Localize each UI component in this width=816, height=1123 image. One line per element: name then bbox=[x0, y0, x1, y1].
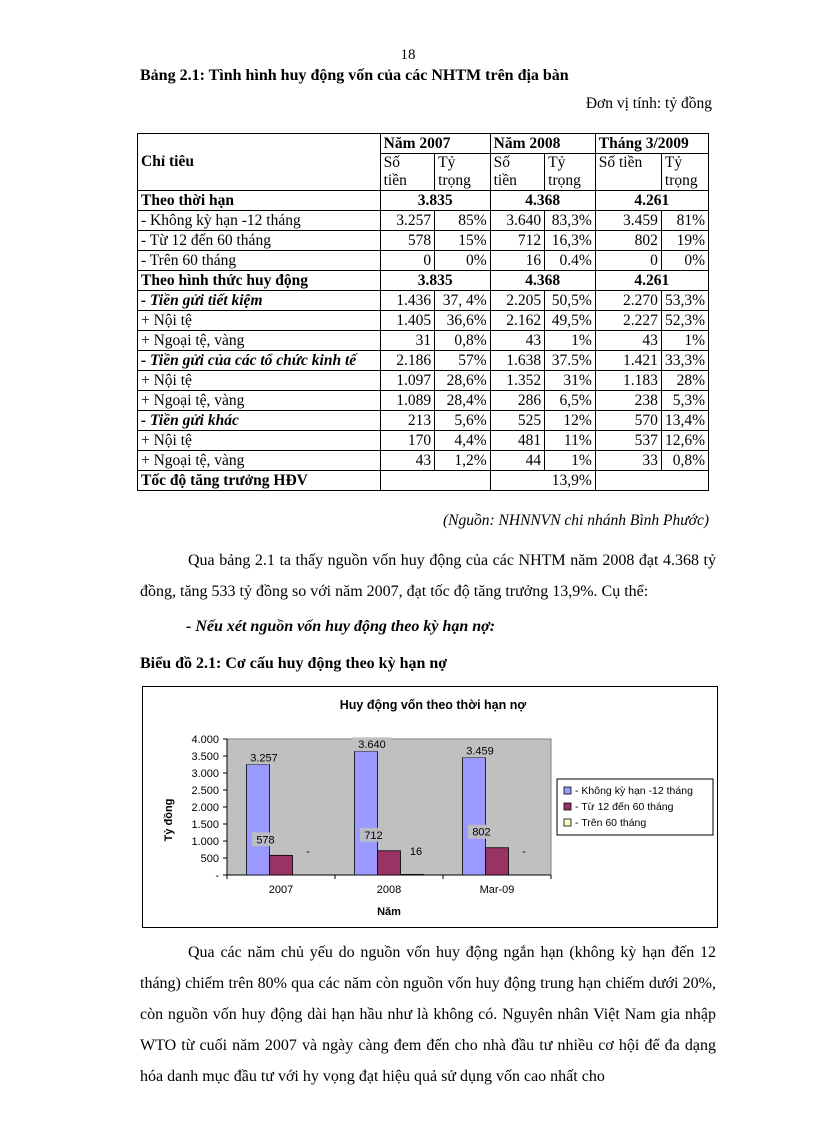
cell-value: 16,3% bbox=[545, 231, 596, 251]
cell-value: 5,6% bbox=[435, 411, 490, 431]
cell-value: 31 bbox=[380, 331, 435, 351]
row-label: + Ngoại tệ, vàng bbox=[138, 331, 381, 351]
table-row bbox=[138, 311, 709, 331]
data-label: 3.640 bbox=[358, 739, 386, 752]
table-row bbox=[138, 431, 709, 451]
cell-value: 85% bbox=[435, 211, 490, 231]
data-label: 712 bbox=[364, 829, 383, 842]
data-label: - bbox=[522, 846, 526, 858]
bar bbox=[270, 855, 293, 875]
cell-empty bbox=[595, 471, 708, 491]
cell-value: 170 bbox=[380, 431, 435, 451]
cell-value: 3.257 bbox=[380, 211, 435, 231]
legend-swatch bbox=[564, 819, 571, 826]
y-tick-label: - bbox=[215, 870, 219, 882]
bar-chart bbox=[143, 687, 717, 927]
cell-value: 1% bbox=[545, 331, 596, 351]
cell-value: 37.5% bbox=[545, 351, 596, 371]
cell-value: 4,4% bbox=[435, 431, 490, 451]
y-tick-label: 500 bbox=[200, 853, 219, 865]
y-tick-label: 2.000 bbox=[191, 802, 219, 814]
cell-value: 0,8% bbox=[661, 451, 708, 471]
header-indicator: Chỉ tiêu bbox=[138, 134, 381, 191]
cell-value: 1,2% bbox=[435, 451, 490, 471]
y-tick-label: 3.000 bbox=[191, 768, 219, 780]
bar bbox=[486, 848, 509, 875]
legend-swatch bbox=[564, 803, 571, 810]
cell-value: 537 bbox=[595, 431, 661, 451]
bar bbox=[463, 757, 486, 875]
legend-label: - Từ 12 đến 60 tháng bbox=[575, 801, 674, 813]
subheader-amount: Số tiền bbox=[380, 154, 435, 191]
table-row bbox=[138, 411, 709, 431]
bar bbox=[355, 751, 378, 875]
cell-value: 44 bbox=[490, 451, 545, 471]
legend-label: - Trên 60 tháng bbox=[575, 817, 647, 829]
table-row bbox=[138, 331, 709, 351]
cell-value: 43 bbox=[595, 331, 661, 351]
cell-value: 28,6% bbox=[435, 371, 490, 391]
table-row bbox=[138, 211, 709, 231]
cell-value: 19% bbox=[661, 231, 708, 251]
cell-total: 4.368 bbox=[490, 191, 595, 211]
cell-total: 4.261 bbox=[595, 271, 708, 291]
cell-value: 1.352 bbox=[490, 371, 545, 391]
section-heading: - Nếu xét nguồn vốn huy động theo kỳ hạn nợ: bbox=[186, 618, 496, 635]
cell-value: 28% bbox=[661, 371, 708, 391]
cell-value: 0.4% bbox=[545, 251, 596, 271]
table-row bbox=[138, 271, 709, 291]
cell-value: 50,5% bbox=[545, 291, 596, 311]
cell-value: 3.459 bbox=[595, 211, 661, 231]
row-label: Theo hình thức huy động bbox=[138, 271, 381, 291]
cell-value: 33,3% bbox=[661, 351, 708, 371]
subheader-share: Tỷ trọng bbox=[545, 154, 596, 191]
table-title: Bảng 2.1: Tình hình huy động vốn của các NHTM trên địa bàn bbox=[140, 67, 569, 84]
cell-value: 15% bbox=[435, 231, 490, 251]
cell-value: 1% bbox=[545, 451, 596, 471]
cell-value: 83,3% bbox=[545, 211, 596, 231]
cell-value: 81% bbox=[661, 211, 708, 231]
row-label: + Nội tệ bbox=[138, 431, 381, 451]
cell-value: 0% bbox=[435, 251, 490, 271]
cell-value: 802 bbox=[595, 231, 661, 251]
cell-value: 2.186 bbox=[380, 351, 435, 371]
cell-value: 238 bbox=[595, 391, 661, 411]
bar bbox=[378, 851, 401, 875]
cell-value: 6,5% bbox=[545, 391, 596, 411]
cell-growth: 13,9% bbox=[490, 471, 595, 491]
cell-value: 0 bbox=[595, 251, 661, 271]
legend-label: - Không kỳ hạn -12 tháng bbox=[575, 785, 693, 797]
row-label: - Tiền gửi tiết kiệm bbox=[138, 291, 381, 311]
legend-swatch bbox=[564, 787, 571, 794]
cell-value: 5,3% bbox=[661, 391, 708, 411]
cell-value: 2.162 bbox=[490, 311, 545, 331]
cell-value: 578 bbox=[380, 231, 435, 251]
table-row bbox=[138, 291, 709, 311]
cell-value: 0 bbox=[380, 251, 435, 271]
mobilization-table bbox=[137, 133, 709, 491]
data-label: 3.459 bbox=[466, 745, 494, 758]
row-label: - Từ 12 đến 60 tháng bbox=[138, 231, 381, 251]
header-year-2007: Năm 2007 bbox=[380, 134, 490, 154]
table-row bbox=[138, 251, 709, 271]
cell-value: 2.270 bbox=[595, 291, 661, 311]
table-row bbox=[138, 451, 709, 471]
cell-value: 12% bbox=[545, 411, 596, 431]
subheader-share: Tỷ trọng bbox=[435, 154, 490, 191]
cell-value: 36,6% bbox=[435, 311, 490, 331]
row-label: - Tiền gửi của các tổ chức kinh tế bbox=[138, 351, 381, 371]
cell-value: 16 bbox=[490, 251, 545, 271]
cell-value: 1% bbox=[661, 331, 708, 351]
cell-value: 1.421 bbox=[595, 351, 661, 371]
row-label: Theo thời hạn bbox=[138, 191, 381, 211]
data-label: 16 bbox=[409, 846, 423, 858]
row-label: - Trên 60 tháng bbox=[138, 251, 381, 271]
cell-value: 570 bbox=[595, 411, 661, 431]
cell-value: 1.405 bbox=[380, 311, 435, 331]
cell-value: 33 bbox=[595, 451, 661, 471]
cell-value: 37, 4% bbox=[435, 291, 490, 311]
table-row bbox=[138, 371, 709, 391]
cell-value: 213 bbox=[380, 411, 435, 431]
table-row bbox=[138, 191, 709, 211]
cell-value: 525 bbox=[490, 411, 545, 431]
data-label: 802 bbox=[472, 826, 491, 839]
table-row bbox=[138, 231, 709, 251]
cell-value: 0% bbox=[661, 251, 708, 271]
cell-value: 12,6% bbox=[661, 431, 708, 451]
header-month-2009: Tháng 3/2009 bbox=[595, 134, 708, 154]
table-source: (Nguồn: NHNNVN chi nhánh Bình Phước) bbox=[443, 512, 709, 529]
x-tick-label: 2008 bbox=[376, 884, 402, 896]
cell-value: 286 bbox=[490, 391, 545, 411]
y-tick-label: 4.000 bbox=[191, 734, 219, 746]
cell-total: 4.368 bbox=[490, 271, 595, 291]
cell-value: 53,3% bbox=[661, 291, 708, 311]
subheader-share: Tỷ trọng bbox=[661, 154, 708, 191]
cell-value: 13,4% bbox=[661, 411, 708, 431]
header-year-2008: Năm 2008 bbox=[490, 134, 595, 154]
data-label: - bbox=[306, 846, 310, 858]
table-row bbox=[138, 471, 709, 491]
table-header-row bbox=[138, 134, 709, 154]
x-tick-label: 2007 bbox=[268, 884, 294, 896]
row-label: + Nội tệ bbox=[138, 311, 381, 331]
bar bbox=[401, 874, 424, 875]
y-tick-label: 1.500 bbox=[191, 819, 219, 831]
cell-value: 31% bbox=[545, 371, 596, 391]
chart-title: Huy động vốn theo thời hạn nợ bbox=[339, 698, 527, 712]
row-label: Tốc độ tăng trưởng HĐV bbox=[138, 471, 381, 491]
cell-value: 2.205 bbox=[490, 291, 545, 311]
cell-total: 3.835 bbox=[380, 271, 490, 291]
bar bbox=[247, 764, 270, 875]
cell-total: 4.261 bbox=[595, 191, 708, 211]
cell-total: 3.835 bbox=[380, 191, 490, 211]
cell-value: 1.638 bbox=[490, 351, 545, 371]
cell-value: 52,3% bbox=[661, 311, 708, 331]
cell-value: 481 bbox=[490, 431, 545, 451]
cell-value: 1.436 bbox=[380, 291, 435, 311]
chart-frame bbox=[142, 686, 718, 928]
y-tick-label: 1.000 bbox=[191, 836, 219, 848]
cell-value: 3.640 bbox=[490, 211, 545, 231]
table-row bbox=[138, 391, 709, 411]
y-tick-label: 3.500 bbox=[191, 751, 219, 763]
table-unit: Đơn vị tính: tỷ đồng bbox=[585, 95, 712, 112]
table-row bbox=[138, 351, 709, 371]
cell-value: 11% bbox=[545, 431, 596, 451]
cell-value: 57% bbox=[435, 351, 490, 371]
cell-value: 1.089 bbox=[380, 391, 435, 411]
y-tick-label: 2.500 bbox=[191, 785, 219, 797]
cell-value: 43 bbox=[490, 331, 545, 351]
paragraph: Qua các năm chủ yếu do nguồn vốn huy động ngắn hạn (không kỳ hạn đến 12 tháng) chiếm trên 80% qua các năm còn nguồn vốn huy động trung hạn chiếm dưới 20%, còn nguồn vốn huy động dài hạn hầu như là không có. Nguyên nhân Việt Nam gia nhập WTO từ cuối năm 2007 và ngày càng đem đến cho nhà đầu tư nhiều cơ hội để đa dạng hóa danh mục đầu tư với hy vọng đạt hiệu quả sử dụng vốn cao nhất cho bbox=[140, 944, 716, 1085]
y-axis-label: Tỷ đồng bbox=[163, 798, 175, 842]
page-number: 18 bbox=[400, 47, 416, 63]
x-axis-label: Năm bbox=[377, 906, 401, 918]
row-label: + Ngoại tệ, vàng bbox=[138, 451, 381, 471]
paragraph: Qua bảng 2.1 ta thấy nguồn vốn huy động của các NHTM năm 2008 đạt 4.368 tỷ đồng, tăng 533 tỷ đồng so với năm 2007, đạt tốc độ tăng trưởng 13,9%. Cụ thể: bbox=[140, 552, 716, 600]
cell-empty bbox=[380, 471, 490, 491]
cell-value: 1.097 bbox=[380, 371, 435, 391]
row-label: + Nội tệ bbox=[138, 371, 381, 391]
cell-value: 2.227 bbox=[595, 311, 661, 331]
cell-value: 0,8% bbox=[435, 331, 490, 351]
cell-value: 28,4% bbox=[435, 391, 490, 411]
row-label: + Ngoại tệ, vàng bbox=[138, 391, 381, 411]
data-label: 578 bbox=[256, 834, 275, 847]
figure-title: Biểu đồ 2.1: Cơ cấu huy động theo kỳ hạn nợ bbox=[140, 655, 448, 672]
subheader-amount: Số tiền bbox=[490, 154, 545, 191]
cell-value: 1.183 bbox=[595, 371, 661, 391]
cell-value: 43 bbox=[380, 451, 435, 471]
row-label: - Tiền gửi khác bbox=[138, 411, 381, 431]
data-label: 3.257 bbox=[250, 752, 278, 765]
cell-value: 49,5% bbox=[545, 311, 596, 331]
x-tick-label: Mar-09 bbox=[479, 884, 515, 896]
subheader-amount: Số tiền bbox=[595, 154, 661, 191]
cell-value: 712 bbox=[490, 231, 545, 251]
row-label: - Không kỳ hạn -12 tháng bbox=[138, 211, 381, 231]
